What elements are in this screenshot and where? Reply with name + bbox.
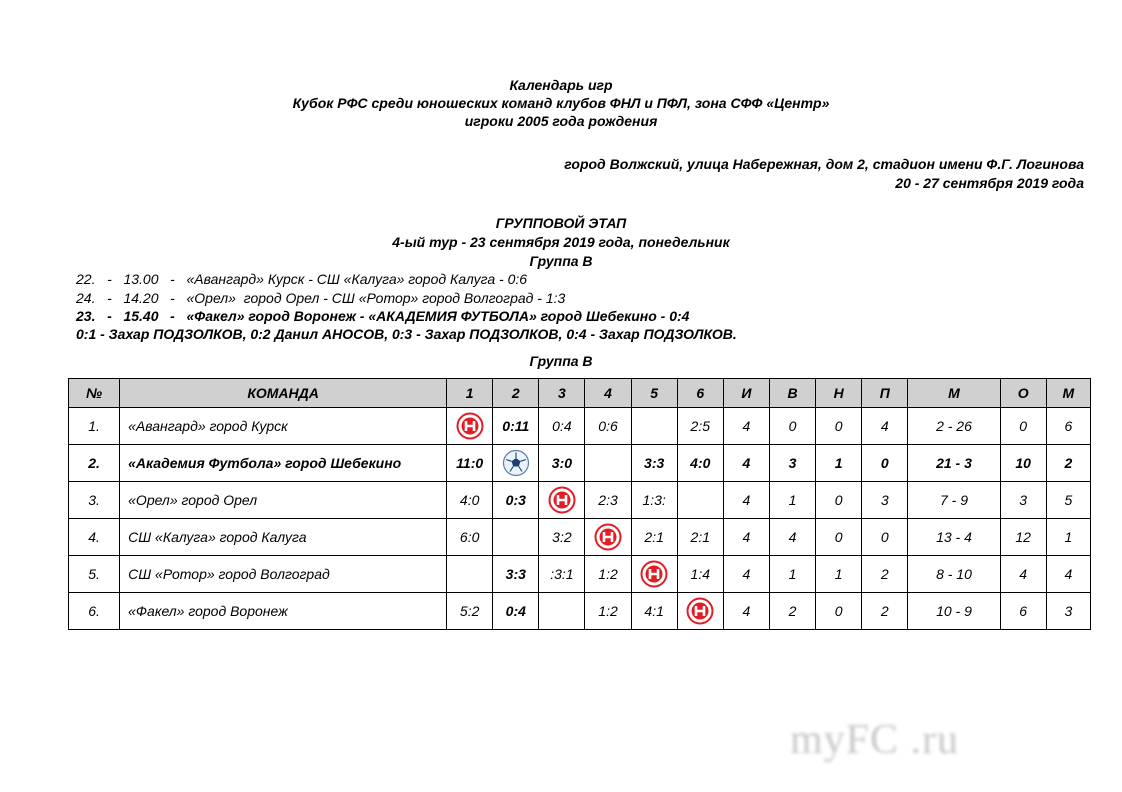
result-cell [677, 482, 723, 519]
games-cell: 4 [723, 556, 769, 593]
draws-cell: 1 [816, 556, 862, 593]
team-name: «Академия Футбола» город Шебекино [120, 445, 447, 482]
result-cell: 0:3 [493, 482, 539, 519]
col-header: И [723, 379, 769, 408]
wins-cell: 3 [769, 445, 815, 482]
games-cell: 4 [723, 408, 769, 445]
venue: город Волжский, улица Набережная, дом 2, стадион имени Ф.Г. Логинова [564, 156, 1084, 172]
place-cell: 6 [1046, 408, 1090, 445]
games-cell: 4 [723, 519, 769, 556]
col-header: В [769, 379, 815, 408]
group-title: Группа В [529, 253, 593, 269]
place-cell: 2 [1046, 445, 1090, 482]
team-name: «Орел» город Орел [120, 482, 447, 519]
col-header: КОМАНДА [120, 379, 447, 408]
losses-cell: 4 [862, 408, 908, 445]
wins-cell: 1 [769, 482, 815, 519]
draws-cell: 0 [816, 408, 862, 445]
row-number: 1. [69, 408, 120, 445]
result-cell: 0:4 [539, 408, 585, 445]
standings-table [68, 378, 1091, 630]
result-cell: 2:1 [677, 519, 723, 556]
red-cup-logo-icon [594, 523, 622, 551]
stage-title: ГРУППОВОЙ ЭТАП [495, 215, 627, 231]
col-header: 1 [447, 379, 493, 408]
result-cell [493, 519, 539, 556]
result-cell: 2:5 [677, 408, 723, 445]
draws-cell: 0 [816, 593, 862, 630]
place-cell: 3 [1046, 593, 1090, 630]
result-cell: 4:0 [447, 482, 493, 519]
goals-cell: 7 - 9 [908, 482, 1000, 519]
result-cell: 3:0 [539, 445, 585, 482]
col-header: О [1000, 379, 1046, 408]
table-row [69, 482, 1091, 519]
games-cell: 4 [723, 445, 769, 482]
place-cell: 1 [1046, 519, 1090, 556]
goals-cell: 10 - 9 [908, 593, 1000, 630]
losses-cell: 3 [862, 482, 908, 519]
red-cup-logo-icon [686, 597, 714, 625]
goals-cell: 8 - 10 [908, 556, 1000, 593]
diagonal-logo-cell [585, 519, 631, 556]
row-number: 3. [69, 482, 120, 519]
watermark: myFC .ru [790, 717, 960, 763]
col-header: М [908, 379, 1000, 408]
col-header: 4 [585, 379, 631, 408]
diagonal-logo-cell [447, 408, 493, 445]
result-cell [585, 445, 631, 482]
result-cell: 3:3 [493, 556, 539, 593]
team-name: СШ «Калуга» город Калуга [120, 519, 447, 556]
diagonal-logo-cell [677, 593, 723, 630]
points-cell: 3 [1000, 482, 1046, 519]
losses-cell: 0 [862, 519, 908, 556]
draws-cell: 1 [816, 445, 862, 482]
games-cell: 4 [723, 593, 769, 630]
row-number: 4. [69, 519, 120, 556]
table-header-row [69, 379, 1091, 408]
goals-cell: 13 - 4 [908, 519, 1000, 556]
table-title: Группа В [529, 353, 593, 369]
diagonal-logo-cell [493, 445, 539, 482]
draws-cell: 0 [816, 519, 862, 556]
result-cell: 2:1 [631, 519, 677, 556]
result-cell: 0:6 [585, 408, 631, 445]
row-number: 6. [69, 593, 120, 630]
table-row [69, 445, 1091, 482]
result-cell: 1:2 [585, 593, 631, 630]
result-cell [447, 556, 493, 593]
doc-title: Календарь игр [509, 77, 613, 93]
red-cup-logo-icon [456, 412, 484, 440]
points-cell: 6 [1000, 593, 1046, 630]
row-number: 5. [69, 556, 120, 593]
points-cell: 10 [1000, 445, 1046, 482]
draws-cell: 0 [816, 482, 862, 519]
goals-cell: 21 - 3 [908, 445, 1000, 482]
result-cell: 2:3 [585, 482, 631, 519]
col-header: № [69, 379, 120, 408]
soccer-ball-icon [502, 449, 530, 477]
wins-cell: 1 [769, 556, 815, 593]
table-row [69, 519, 1091, 556]
place-cell: 4 [1046, 556, 1090, 593]
losses-cell: 0 [862, 445, 908, 482]
team-name: «Авангард» город Курск [120, 408, 447, 445]
match-line: 22. - 13.00 - «Авангард» Курск - СШ «Калуга» город Калуга - 0:6 [76, 271, 528, 287]
wins-cell: 2 [769, 593, 815, 630]
col-header: М [1046, 379, 1090, 408]
points-cell: 0 [1000, 408, 1046, 445]
dates: 20 - 27 сентября 2019 года [895, 175, 1084, 191]
match-line: 24. - 14.20 - «Орел» город Орел - СШ «Ротор» город Волгоград - 1:3 [76, 290, 566, 306]
losses-cell: 2 [862, 556, 908, 593]
team-name: СШ «Ротор» город Волгоград [120, 556, 447, 593]
col-header: 5 [631, 379, 677, 408]
doc-subtitle: Кубок РФС среди юношеских команд клубов ФНЛ и ПФЛ, зона СФФ «Центр» [292, 95, 830, 111]
round-title: 4-ый тур - 23 сентября 2019 года, понедельник [392, 234, 730, 250]
result-cell: 5:2 [447, 593, 493, 630]
points-cell: 12 [1000, 519, 1046, 556]
result-cell: 1:2 [585, 556, 631, 593]
col-header: Н [816, 379, 862, 408]
wins-cell: 4 [769, 519, 815, 556]
result-cell: 3:3 [631, 445, 677, 482]
result-cell: 1:3: [631, 482, 677, 519]
result-cell: 11:0 [447, 445, 493, 482]
result-cell [631, 408, 677, 445]
place-cell: 5 [1046, 482, 1090, 519]
red-cup-logo-icon [640, 560, 668, 588]
goals-cell: 2 - 26 [908, 408, 1000, 445]
result-cell: 0:4 [493, 593, 539, 630]
team-name: «Факел» город Воронеж [120, 593, 447, 630]
col-header: 3 [539, 379, 585, 408]
result-cell: 6:0 [447, 519, 493, 556]
col-header: 6 [677, 379, 723, 408]
table-row [69, 556, 1091, 593]
row-number: 2. [69, 445, 120, 482]
red-cup-logo-icon [548, 486, 576, 514]
col-header: П [862, 379, 908, 408]
diagonal-logo-cell [631, 556, 677, 593]
points-cell: 4 [1000, 556, 1046, 593]
result-cell: 1:4 [677, 556, 723, 593]
col-header: 2 [493, 379, 539, 408]
result-cell: 4:0 [677, 445, 723, 482]
goal-scorers: 0:1 - Захар ПОДЗОЛКОВ, 0:2 Данил АНОСОВ, 0:3 - Захар ПОДЗОЛКОВ, 0:4 - Захар ПОДЗОЛКОВ. [76, 326, 737, 342]
result-cell: 3:2 [539, 519, 585, 556]
wins-cell: 0 [769, 408, 815, 445]
result-cell: 4:1 [631, 593, 677, 630]
doc-age-group: игроки 2005 года рождения [464, 113, 658, 129]
losses-cell: 2 [862, 593, 908, 630]
result-cell: :3:1 [539, 556, 585, 593]
result-cell: 0:11 [493, 408, 539, 445]
table-row [69, 408, 1091, 445]
games-cell: 4 [723, 482, 769, 519]
match-line-highlight: 23. - 15.40 - «Факел» город Воронеж - «АКАДЕМИЯ ФУТБОЛА» город Шебекино - 0:4 [76, 308, 690, 324]
result-cell [539, 593, 585, 630]
diagonal-logo-cell [539, 482, 585, 519]
table-row [69, 593, 1091, 630]
